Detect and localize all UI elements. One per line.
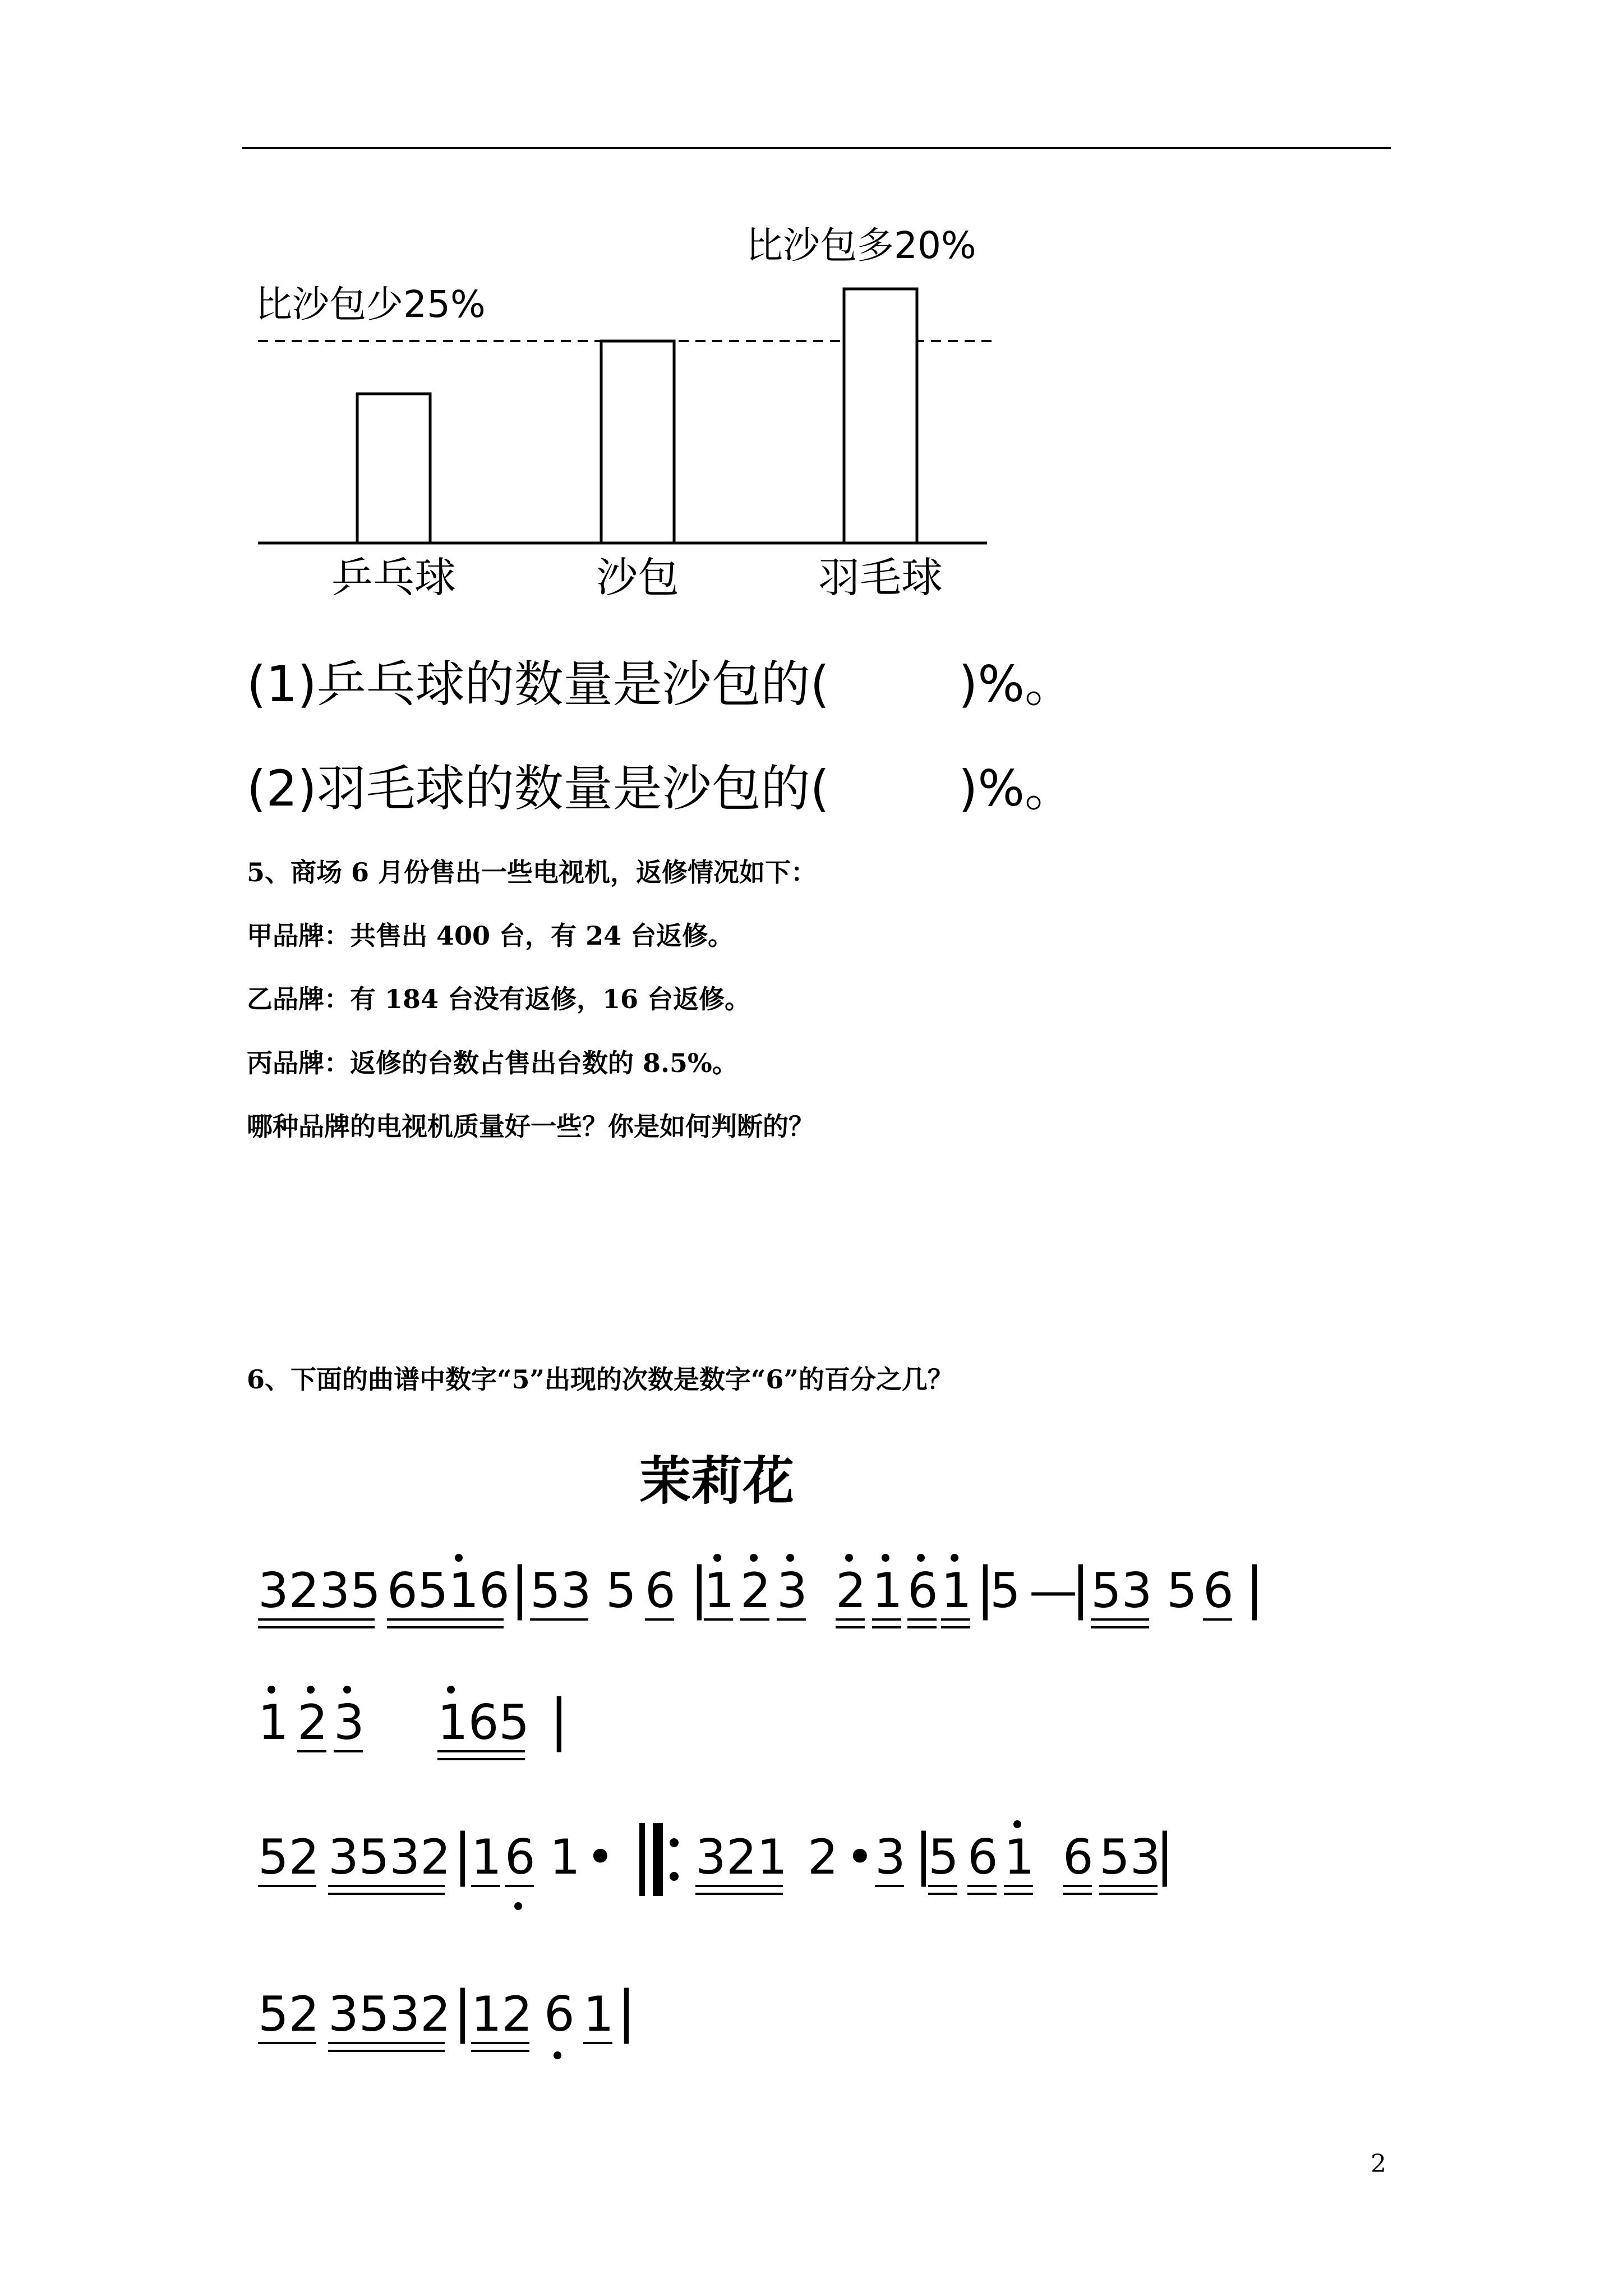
question-4-1-prefix: (1)乒乓球的数量是沙包的(: [247, 655, 829, 713]
score-note: 3: [777, 1563, 808, 1619]
category-label-shabao: 沙包: [596, 554, 679, 602]
bar-chart: [247, 213, 1032, 617]
score-note: 3235: [258, 1563, 381, 1619]
bar-line: |: [1155, 1821, 1174, 1887]
page-number: 2: [1371, 2150, 1386, 2178]
score-note: 5: [928, 1829, 959, 1885]
question-5-title: 5、商场 6 月份售出一些电视机，返修情况如下：: [247, 857, 817, 887]
score-note: 321: [695, 1829, 788, 1885]
score-note: 2: [836, 1563, 866, 1619]
score-note: 5: [1166, 1563, 1197, 1619]
score-note: 53: [530, 1563, 592, 1619]
high-octave-dot: [951, 1554, 958, 1562]
high-octave-dot: [786, 1554, 794, 1562]
high-octave-dot: [1013, 1820, 1021, 1828]
high-octave-dot: [447, 1686, 455, 1694]
bar-line: |: [914, 1821, 933, 1887]
bar-badminton: [844, 289, 917, 543]
score-note: 1: [258, 1695, 289, 1751]
bar-line: |: [976, 1555, 995, 1621]
score-note: 1: [941, 1563, 972, 1619]
high-octave-dot: [455, 1554, 463, 1562]
bar-line: |: [550, 1687, 569, 1752]
bar-line: |: [1245, 1555, 1264, 1621]
question-4-2-prefix: (2)羽毛球的数量是沙包的(: [247, 760, 829, 817]
score-note: 5: [990, 1563, 1021, 1619]
low-octave-dot: [554, 2051, 561, 2059]
bar-line: |: [690, 1555, 709, 1621]
score-note: —: [1029, 1563, 1077, 1619]
score-note: 2: [740, 1563, 771, 1619]
bar-shabao: [601, 341, 674, 543]
annotation-more: 比沙包多20%: [746, 224, 976, 267]
repeat-sign: [639, 1823, 679, 1896]
score-note: 12: [471, 1986, 533, 2042]
score-note: 53: [1099, 1829, 1161, 1885]
score-note: 3: [334, 1695, 365, 1751]
high-octave-dot: [917, 1554, 925, 1562]
score-note: 1: [704, 1563, 735, 1619]
high-octave-dot: [845, 1554, 853, 1562]
score-note: 1: [1004, 1829, 1035, 1885]
bar-line: |: [453, 1978, 472, 2044]
score-note: 1: [583, 1986, 614, 2042]
score-note: 6: [1063, 1829, 1094, 1885]
bar-line: |: [1071, 1555, 1090, 1621]
score-note: 2: [808, 1829, 838, 1885]
question-4-2: [247, 760, 1074, 817]
score-note: 52: [258, 1829, 320, 1885]
high-octave-dot: [343, 1686, 351, 1694]
score-note: 53: [1091, 1563, 1152, 1619]
question-4-1-suffix: )%。: [958, 655, 1074, 713]
score-note: 52: [258, 1986, 320, 2042]
annotation-less: 比沙包少25%: [255, 283, 486, 326]
question-5-question: 哪种品牌的电视机质量好一些？你是如何判断的？: [247, 1111, 814, 1142]
score-note: 6: [967, 1829, 998, 1885]
score-note: 3532: [328, 1986, 451, 2042]
score-note: •: [846, 1829, 874, 1885]
header-rule: [242, 147, 1391, 149]
score-note: 6: [907, 1563, 938, 1619]
score-note: 3: [875, 1829, 906, 1885]
question-4-2-suffix: )%。: [958, 760, 1074, 817]
score-note: 165: [437, 1695, 530, 1751]
score-note: 1: [471, 1829, 502, 1885]
question-5-line: 乙品牌：有 184 台没有返修，16 台返修。: [247, 984, 751, 1014]
question-4-1: [247, 655, 1074, 713]
score-note: 5: [606, 1563, 637, 1619]
score-note: 6: [505, 1829, 536, 1885]
question-5-line: 甲品牌：共售出 400 台，有 24 台返修。: [247, 921, 734, 951]
question-6-title: 6、下面的曲谱中数字“5”出现的次数是数字“6”的百分之几？: [247, 1364, 953, 1395]
score-note: 1: [872, 1563, 903, 1619]
high-octave-dot: [713, 1554, 721, 1562]
score-note: 2: [297, 1695, 328, 1751]
score-note: 6516: [387, 1563, 510, 1619]
category-label-pingpong: 乒乓球: [331, 554, 456, 602]
high-octave-dot: [882, 1554, 889, 1562]
bar-line: |: [510, 1555, 529, 1621]
score-note: 6: [645, 1563, 676, 1619]
question-5-line: 丙品牌：返修的台数占售出台数的 8.5%。: [247, 1048, 738, 1078]
high-octave-dot: [750, 1554, 758, 1562]
bar-pingpong: [357, 394, 430, 543]
score-note: •: [586, 1829, 615, 1885]
score-note: 1: [550, 1829, 580, 1885]
bar-line: |: [617, 1978, 636, 2044]
music-score: [247, 1537, 1368, 2076]
score-note: 3532: [328, 1829, 451, 1885]
score-note: 6: [1203, 1563, 1234, 1619]
category-label-badminton: 羽毛球: [818, 554, 943, 602]
high-octave-dot: [307, 1686, 315, 1694]
score-note: 6: [544, 1986, 575, 2042]
high-octave-dot: [268, 1686, 275, 1694]
song-title: 茉莉花: [639, 1451, 795, 1511]
low-octave-dot: [514, 1902, 522, 1910]
bar-line: |: [453, 1821, 472, 1887]
